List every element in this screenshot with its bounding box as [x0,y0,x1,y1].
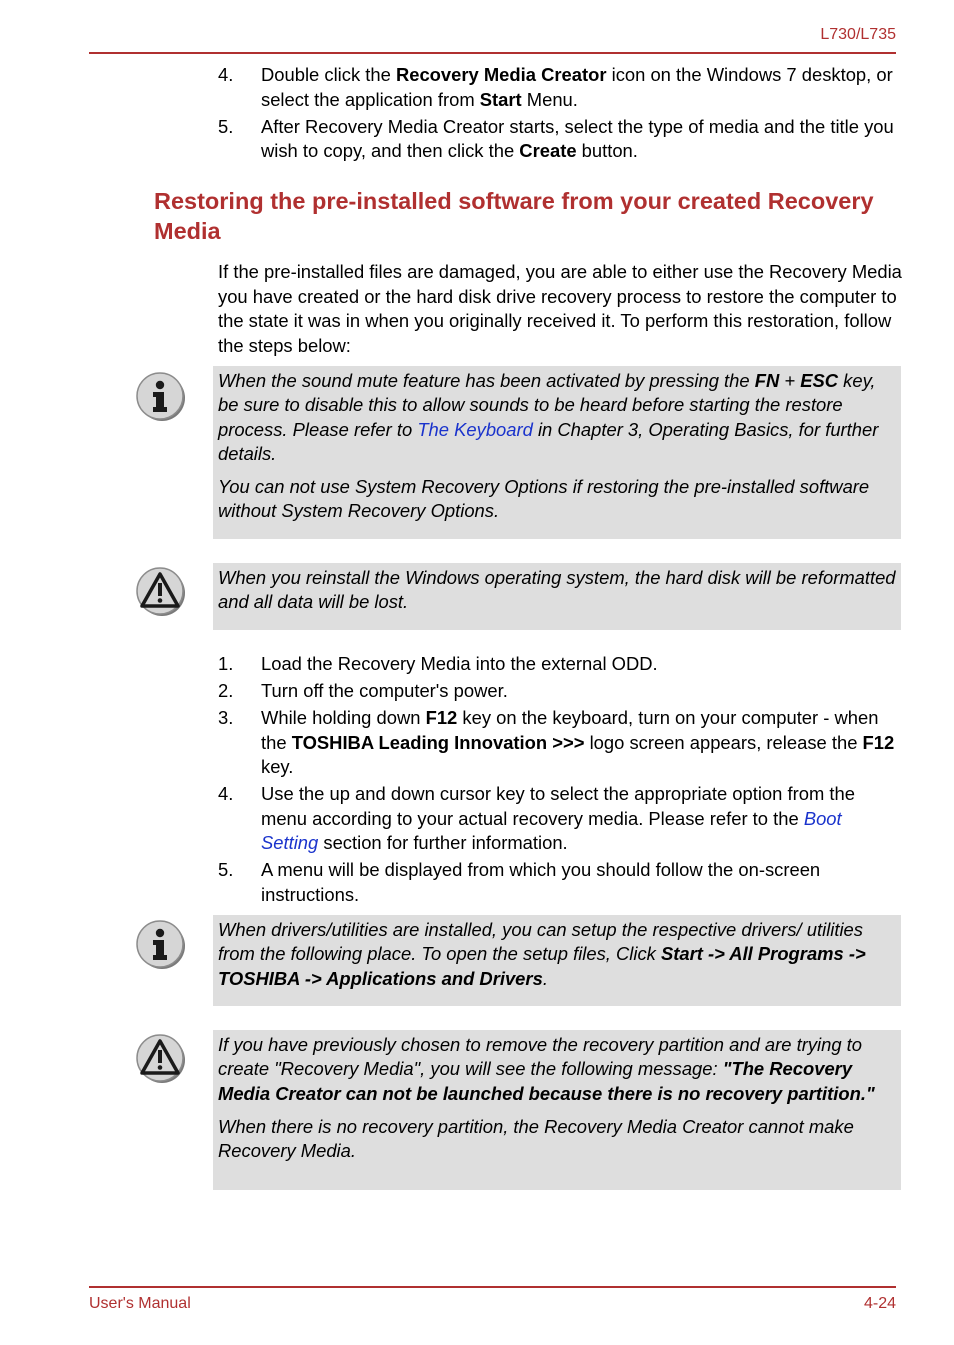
text-run: Double click the [261,64,396,85]
step-number: 4. [218,783,234,804]
bold-text: F12 [425,707,458,728]
bold-text: Start [479,88,522,110]
bold-text: F12 [862,731,895,753]
text-run: When the sound mute feature has been activated by pressing the [218,370,755,391]
footer-rule [89,1286,896,1288]
text-run: button. [576,140,638,161]
text-run: When drivers/utilities are installed, you can setup the respective drivers/ utilities from the following place. To open the setup files, Click [218,919,863,965]
text-run: After Recovery Media Creator starts, select the type of media and the title you wish to copy, and then click the [261,115,894,161]
text-run: Use the up and down cursor key to select the appropriate option from the menu according to your actual recovery media. Please refer to the [261,783,855,829]
step-item [218,679,898,704]
text-run: Load the Recovery Media into the external ODD. [261,653,658,674]
text-run: logo screen appears, release the [584,731,863,753]
step-item [218,652,898,677]
steps-list-main [218,652,898,910]
note-paragraph [218,1033,897,1106]
step-number: 1. [218,653,234,674]
text-run: + [779,370,801,391]
text-run: section for further information. [318,832,568,853]
note-paragraph [218,369,897,466]
footer-title: User's Manual [89,1295,191,1312]
note-warning-1 [213,563,901,630]
intro-paragraph: If the pre-installed files are damaged, you are able to either use the Recovery Media you have created or the hard disk drive recovery process to restore the computer to the state it was in when you originally received it. To perform this restoration, follow the steps below: [218,261,902,356]
section-heading: Restoring the pre-installed software from your created Recovery Media [154,188,874,244]
warning-icon [136,1034,186,1084]
bold-text: FN [754,370,780,391]
step-item [218,706,898,780]
step-number: 4. [218,64,234,85]
bold-text: "The Recovery Media Creator can not be launched because there is no recovery partition." [218,1058,875,1104]
bold-text: Recovery Media Creator [395,64,607,85]
text-run: You can not use System Recovery Options if restoring the pre-installed software without System Recovery Options. [218,476,870,522]
note-paragraph [218,475,897,524]
text-run: Turn off the computer's power. [261,680,508,701]
bold-text: ESC [800,370,839,391]
note-warning-2 [213,1030,901,1190]
step-number: 5. [218,859,234,880]
steps-list-top [218,63,898,166]
note-paragraph [218,1115,897,1164]
note-info-1 [213,366,901,539]
step-number: 5. [218,115,234,137]
bold-text: Create [519,140,577,161]
bold-text: TOSHIBA Leading Innovation >>> [291,731,585,753]
info-icon [136,372,186,422]
step-number: 2. [218,680,234,701]
text-run: in Chapter 3, Operating Basics, for further details. [218,418,879,464]
step-item [218,858,898,907]
text-run: While holding down [261,707,426,728]
text-run: A menu will be displayed from which you should follow the on-screen instructions. [261,859,821,905]
note-info-2 [213,915,901,1006]
header-rule [89,52,896,54]
page-number: 4-24 [863,1295,896,1312]
text-run: key. [261,756,294,777]
step-item [218,63,898,112]
text-run: If you have previously chosen to remove the recovery partition and are trying to create "Recovery Media", you will see the following message: [218,1034,863,1080]
info-icon [136,920,186,970]
text-run: icon on the Windows 7 desktop, or select the application from [261,64,893,110]
note-paragraph [218,918,897,991]
step-number: 3. [218,707,234,728]
text-run: Menu. [521,88,578,110]
text-run: When you reinstall the Windows operating system, the hard disk will be reformatted and all data will be lost. [218,567,896,613]
text-run: When there is no recovery partition, the Recovery Media Creator cannot make Recovery Media. [218,1115,854,1162]
cross-reference-link[interactable]: The Keyboard [417,418,533,440]
text-run: key on the keyboard, turn on your computer - when the [261,707,879,753]
warning-icon [136,567,186,617]
note-paragraph [218,566,897,615]
header-model: L730/L735 [820,26,896,43]
text-run: key, be sure to disable this to allow sounds to be heard before starting the restore process. Please refer to [218,370,876,440]
step-item [218,115,898,164]
text-run: . [542,967,548,989]
bold-text: Start -> All Programs -> TOSHIBA -> Applications and Drivers [218,943,866,989]
cross-reference-link[interactable]: Boot Setting [261,807,842,853]
step-item [218,782,898,856]
